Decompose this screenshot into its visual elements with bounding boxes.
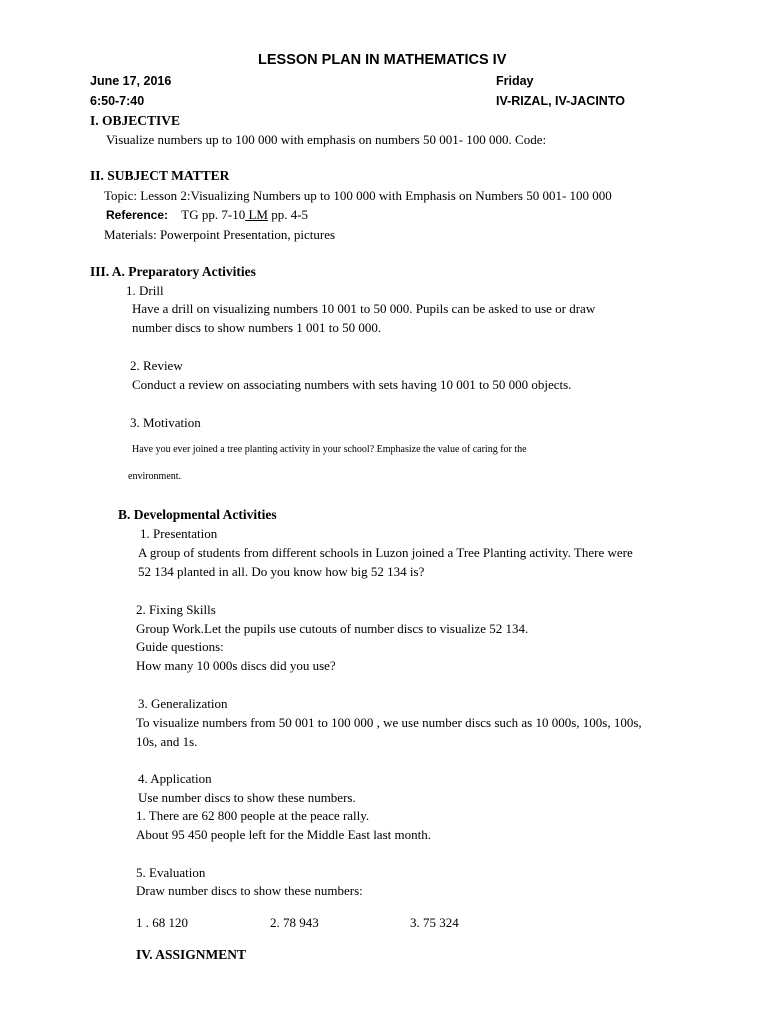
fixing-skills-text-2: Guide questions: xyxy=(136,639,224,654)
lesson-day: Friday xyxy=(496,74,534,88)
fixing-skills-text-1: Group Work.Let the pupils use cutouts of number discs to visualize 52 134. xyxy=(136,621,529,636)
objective-heading: I. OBJECTIVE xyxy=(90,113,181,128)
drill-text-2: number discs to show numbers 1 001 to 50 000. xyxy=(132,320,382,335)
reference-lm: LM xyxy=(245,207,268,222)
evaluation-text-1: Draw number discs to show these numbers: xyxy=(136,883,363,898)
objective-text: Visualize numbers up to 100 000 with emphasis on numbers 50 001- 100 000. Code: xyxy=(106,132,547,147)
application-text-1: Use number discs to show these numbers. xyxy=(138,790,356,805)
motivation-text-1: Have you ever joined a tree planting activity in your school? Emphasize the value of caring for the xyxy=(132,444,527,455)
lesson-time: 6:50-7:40 xyxy=(90,94,145,108)
lesson-sections: IV-RIZAL, IV-JACINTO xyxy=(496,94,625,108)
evaluation-item-3: 3. 75 324 xyxy=(410,915,459,930)
page-title: LESSON PLAN IN MATHEMATICS IV xyxy=(258,52,507,68)
topic-text: Topic: Lesson 2:Visualizing Numbers up to 100 000 with Emphasis on Numbers 50 001- 100 000 xyxy=(104,188,612,203)
presentation-text-1: A group of students from different schools in Luzon joined a Tree Planting activity. There were xyxy=(138,545,633,560)
fixing-skills-title: 2. Fixing Skills xyxy=(136,602,216,617)
evaluation-item-2: 2. 78 943 xyxy=(270,915,319,930)
evaluation-title: 5. Evaluation xyxy=(136,865,206,880)
application-item-1: 1. There are 62 800 people at the peace rally. xyxy=(136,808,370,823)
drill-text-1: Have a drill on visualizing numbers 10 001 to 50 000. Pupils can be asked to use or draw xyxy=(132,301,596,316)
lesson-date: June 17, 2016 xyxy=(90,74,172,88)
presentation-title: 1. Presentation xyxy=(140,526,218,541)
motivation-text-2: environment. xyxy=(128,471,182,482)
reference-label: Reference: xyxy=(106,208,169,222)
application-item-2: About 95 450 people left for the Middle East last month. xyxy=(136,827,431,842)
reference-pages: pp. 4-5 xyxy=(267,207,309,222)
materials-text: Materials: Powerpoint Presentation, pictures xyxy=(104,227,336,242)
reference-line xyxy=(106,208,308,221)
application-title: 4. Application xyxy=(138,771,212,786)
generalization-text-1: To visualize numbers from 50 001 to 100 000 , we use number discs such as 10 000s, 100s, 100s, xyxy=(136,715,642,730)
developmental-heading: B. Developmental Activities xyxy=(118,507,277,522)
fixing-skills-text-3: How many 10 000s discs did you use? xyxy=(136,658,336,673)
drill-title: 1. Drill xyxy=(126,283,164,298)
generalization-text-2: 10s, and 1s. xyxy=(136,734,198,749)
generalization-title: 3. Generalization xyxy=(138,696,228,711)
review-title: 2. Review xyxy=(130,358,183,373)
subject-matter-heading: II. SUBJECT MATTER xyxy=(90,168,230,183)
evaluation-item-1: 1 . 68 120 xyxy=(136,915,188,930)
presentation-text-2: 52 134 planted in all. Do you know how big 52 134 is? xyxy=(138,564,425,579)
preparatory-heading: III. A. Preparatory Activities xyxy=(90,264,256,279)
assignment-heading: IV. ASSIGNMENT xyxy=(136,947,247,962)
review-text: Conduct a review on associating numbers with sets having 10 001 to 50 000 objects. xyxy=(132,377,572,392)
reference-tg: TG pp. 7-10 xyxy=(181,207,246,222)
motivation-title: 3. Motivation xyxy=(130,415,201,430)
